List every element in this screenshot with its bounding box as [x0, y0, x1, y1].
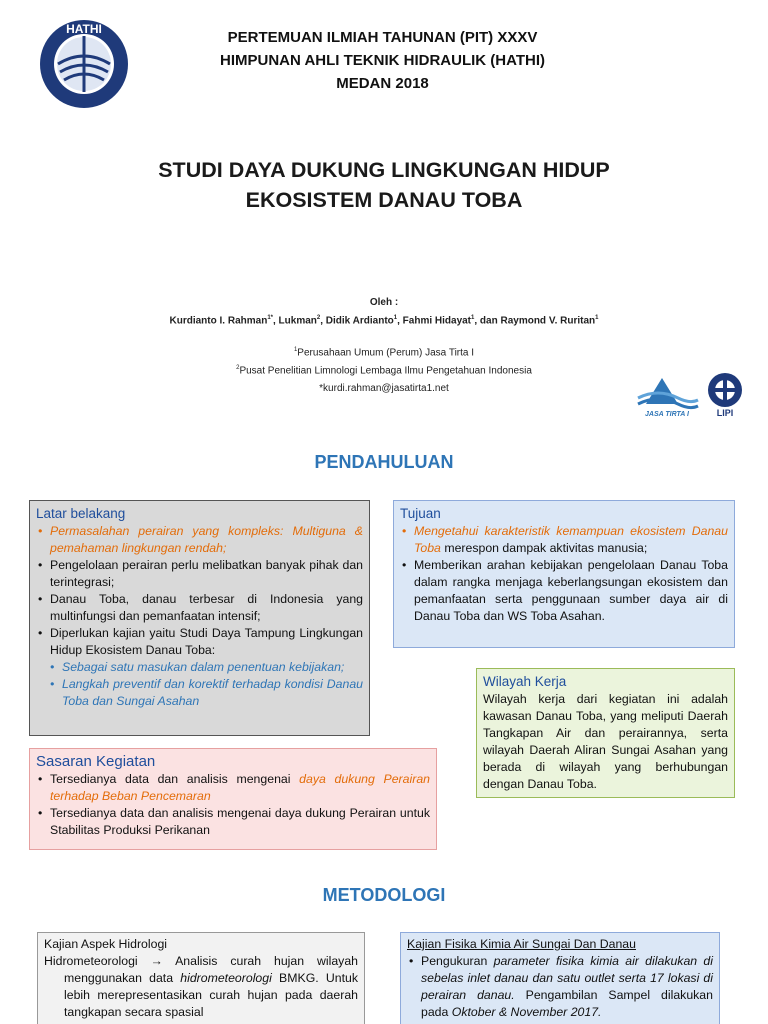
- affil-text: Perusahaan Umum (Perum) Jasa Tirta I: [297, 347, 475, 359]
- highlight-text: daya dukung Perairan terhadap Beban Pencemaran: [50, 772, 430, 803]
- kajian-hidrologi-box: [37, 932, 365, 1024]
- italic-text: parameter fisika kimia air dilakukan di sebelas inlet danau dan satu outlet serta 17 lokasi di perairan danau.: [421, 954, 713, 1002]
- list-item: • Diperlukan kajian yaitu Studi Daya Tampung Lingkungan Hidup Ekosistem Danau Toba:: [36, 625, 363, 659]
- author-affil-mark: 1: [393, 315, 398, 321]
- body-text: merespon dampak aktivitas manusia;: [440, 541, 648, 555]
- list-item: • Tersedianya data dan analisis mengenai daya dukung Perairan untuk Stabilitas Produksi Perikanan: [36, 805, 430, 839]
- list-item: • Danau Toba, danau terbesar di Indonesia yang multinfungsi dan pemanfaatan intensif;: [36, 591, 363, 625]
- author-affil-mark: 1: [595, 315, 599, 321]
- latar-belakang-list: [36, 523, 363, 710]
- conference-title-line3: MEDAN 2018: [336, 75, 429, 92]
- author-name: , Lukman: [272, 315, 317, 327]
- arrow-icon: →: [150, 954, 163, 968]
- body-text: Analisis curah hujan wilayah menggunakan data: [64, 954, 358, 985]
- affil-text: Pusat Penelitian Limnologi Lembaga Ilmu Pengetahuan Indonesia: [239, 365, 532, 377]
- conference-title-line1: PERTEMUAN ILMIAH TAHUNAN (PIT) XXXV: [227, 29, 538, 46]
- sasaran-list: [36, 771, 430, 839]
- sasaran-kegiatan-box: [29, 748, 437, 850]
- section-title-metodologi: METODOLOGI: [322, 885, 446, 905]
- author-name: , dan Raymond V. Ruritan: [474, 315, 596, 327]
- fisika-list: [407, 953, 713, 1021]
- body-text: Pengukuran: [421, 954, 494, 968]
- highlight-text: Mengetahui karakteristik kemampuan ekosistem Danau Toba: [414, 524, 728, 555]
- affil-mark: 1: [293, 347, 298, 353]
- sasaran-kegiatan-heading: Sasaran Kegiatan: [36, 753, 156, 770]
- paper-title-line1: STUDI DAYA DUKUNG LINGKUNGAN HIDUP: [158, 158, 610, 182]
- body-text: Hidrometeorologi: [44, 954, 151, 968]
- list-item: [400, 523, 728, 557]
- sub-list-item: • Sebagai satu masukan dalam penentuan kebijakan;: [36, 659, 363, 676]
- list-item: • Memberikan arahan kebijakan pengelolaan Danau Toba dalam rangka menjaga keberlangsungan ekosistem dan pemanfaatan serta penggunaan sumber daya air di Danau Toba dan WS Toba Asahan.: [400, 557, 728, 625]
- italic-text: Oktober & November 2017.: [451, 1005, 602, 1019]
- author-list: [80, 315, 688, 326]
- section-title-pendahuluan: PENDAHULUAN: [314, 452, 454, 472]
- corresponding-email: *kurdi.rahman@jasatirta1.net: [319, 383, 449, 394]
- body-text: Pengambilan Sampel dilakukan pada: [421, 988, 713, 1019]
- svg-text:LIPI: LIPI: [716, 408, 734, 418]
- kajian-hidrologi-text: [44, 953, 358, 1021]
- lipi-logo: [706, 372, 744, 418]
- author-affil-mark: 1*: [267, 315, 273, 321]
- affiliation-1: [80, 347, 688, 358]
- italic-text: hidrometeorologi: [180, 971, 272, 985]
- affiliation-2: [80, 365, 688, 376]
- body-text: Tersedianya data dan analisis mengenai: [50, 772, 300, 786]
- author-affil-mark: 2: [316, 315, 321, 321]
- list-item: • Permasalahan perairan yang kompleks: Multiguna & pemahaman lingkungan rendah;: [36, 523, 363, 557]
- svg-text:HATHI: HATHI: [66, 22, 102, 36]
- author-name: , Didik Ardianto: [320, 315, 394, 327]
- author-affil-mark: 1: [471, 315, 475, 321]
- kajian-hidrologi-heading: Kajian Aspek Hidrologi: [44, 937, 168, 951]
- list-item: • Pengelolaan perairan perlu melibatkan banyak pihak dan terintegrasi;: [36, 557, 363, 591]
- tujuan-heading: Tujuan: [400, 506, 441, 521]
- kajian-fisika-kimia-box: [400, 932, 720, 1024]
- wilayah-kerja-heading: Wilayah Kerja: [483, 674, 567, 689]
- paper-title-line2: EKOSISTEM DANAU TOBA: [245, 188, 523, 212]
- sub-list-item: • Langkah preventif dan korektif terhadap kondisi Danau Toba dan Sungai Asahan: [36, 676, 363, 710]
- body-text: BMKG. Untuk lebih merepresentasikan curah hujan pada daerah tangkapan secara spasial: [64, 971, 358, 1019]
- wilayah-kerja-box: [476, 668, 735, 798]
- latar-belakang-box: [29, 500, 370, 736]
- tujuan-box: [393, 500, 735, 648]
- author-name: Kurdianto I. Rahman: [169, 315, 268, 327]
- kajian-fisika-kimia-heading: Kajian Fisika Kimia Air Sungai Dan Danau: [407, 937, 636, 951]
- tujuan-list: [400, 523, 728, 625]
- author-name: , Fahmi Hidayat: [397, 315, 472, 327]
- list-item: [36, 771, 430, 805]
- conference-title-line2: HIMPUNAN AHLI TEKNIK HIDRAULIK (HATHI): [220, 52, 545, 69]
- list-item: [407, 953, 713, 1021]
- wilayah-kerja-text: Wilayah kerja dari kegiatan ini adalah kawasan Danau Toba, yang meliputi Daerah Tangkapan Air dan perairannya, serta wilayah Daerah Aliran Sungai Asahan yang berada di wilayah yang berhubungan dengan Danau Toba.: [483, 692, 728, 791]
- latar-belakang-heading: Latar belakang: [36, 506, 126, 521]
- jasa-tirta-logo: [632, 374, 702, 418]
- affil-mark: 2: [236, 365, 240, 371]
- oleh-label: Oleh :: [369, 297, 399, 308]
- svg-text:JASA TIRTA I: JASA TIRTA I: [645, 411, 689, 418]
- hathi-logo: [38, 18, 130, 110]
